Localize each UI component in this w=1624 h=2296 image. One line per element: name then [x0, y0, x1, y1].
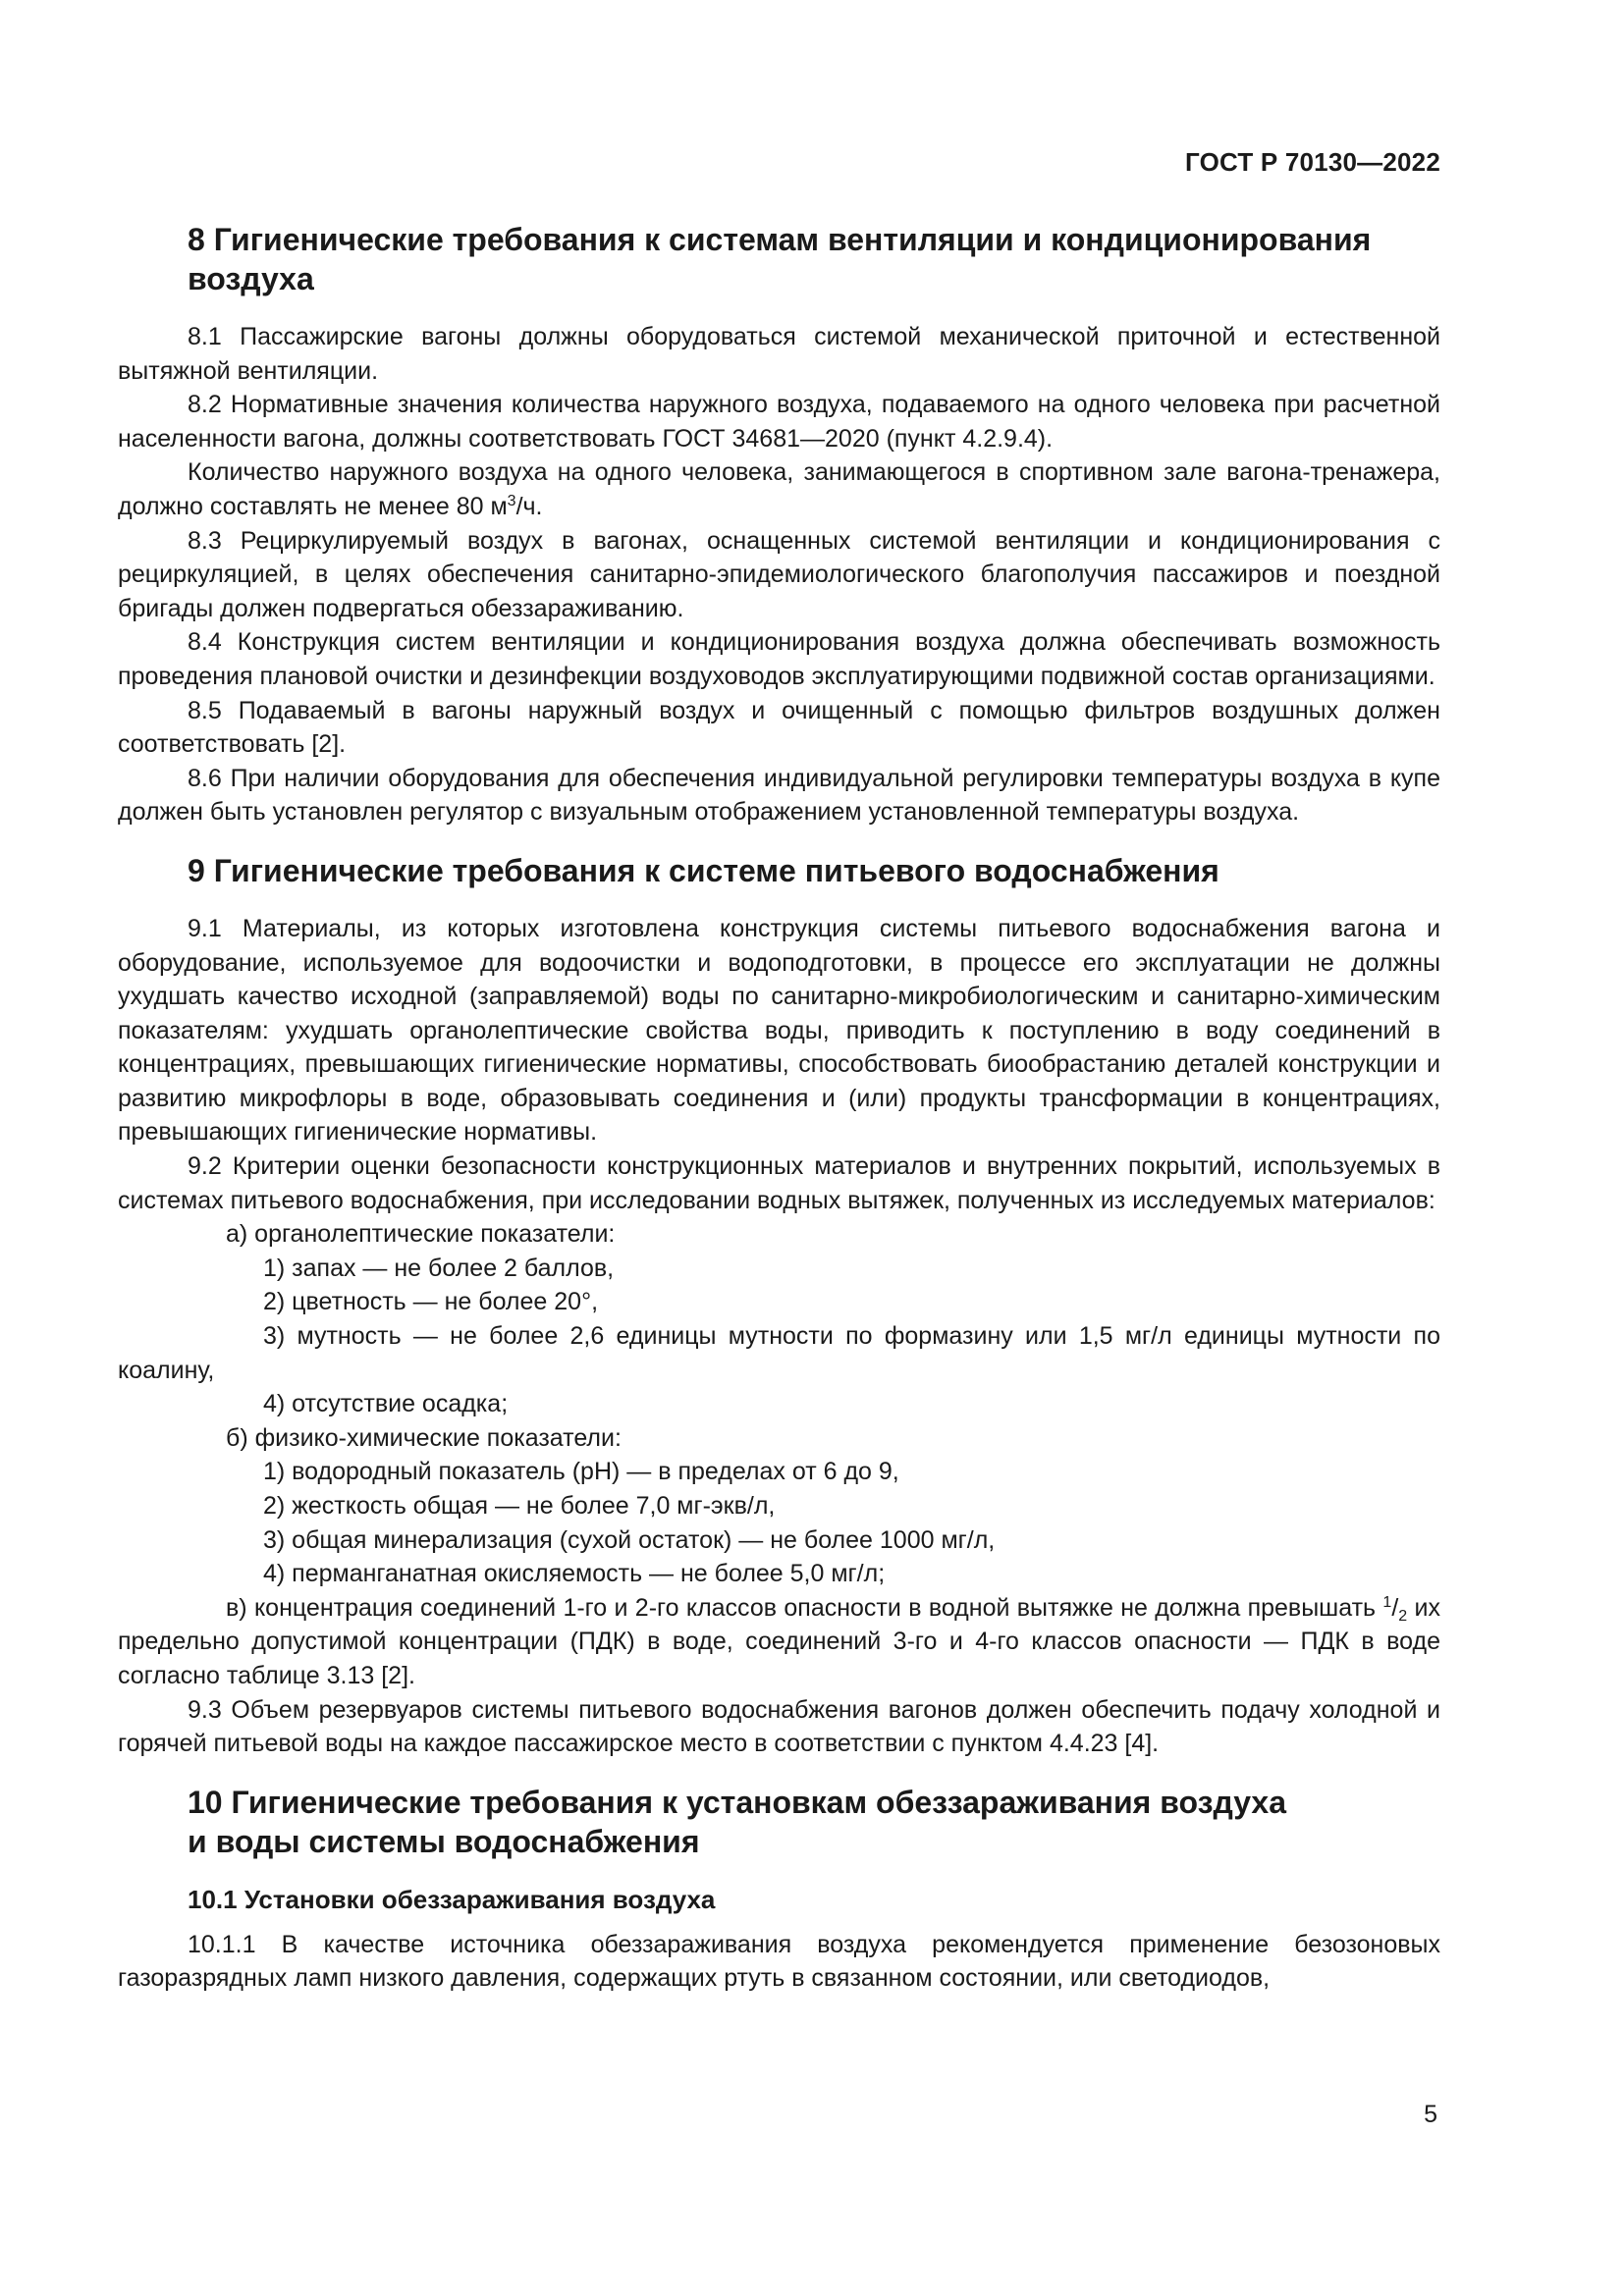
list-item-a3: 3) мутность — не более 2,6 единицы мутности по формазину или 1,5 мг/л единицы мутности по коалину, — [118, 1322, 1440, 1384]
section-8-title — [118, 220, 1440, 298]
page-number: 5 — [1424, 2101, 1437, 2128]
list-item-b1: 1) водородный показатель (pH) — в пределах от 6 до 9, — [263, 1458, 899, 1486]
fraction-numerator: 1 — [1382, 1593, 1392, 1611]
list-item-a1: 1) запах — не более 2 баллов, — [263, 1254, 615, 1282]
paragraph-8-1: 8.1 Пассажирские вагоны должны оборудоваться системой механической приточной и естественной вытяжной вентиляции. — [118, 323, 1440, 385]
paragraph-9-3: 9.3 Объем резервуаров системы питьевого водоснабжения вагонов должен обеспечить подачу холодной и горячей питьевой воды на каждое пассажирское место в соответствии с пунктом 4.4.23 [4]. — [118, 1695, 1440, 1758]
paragraph-9-2: 9.2 Критерии оценки безопасности конструкционных материалов и внутренних покрытий, используемых в системах питьевого водоснабжения, при исследовании водных вытяжек, полученных из исследуемых материалов: — [118, 1152, 1440, 1214]
section-10-title-line1: 10 Гигиенические требования к установкам обеззараживания воздуха — [188, 1784, 1286, 1820]
list-item-b: б) физико-химические показатели: — [226, 1423, 622, 1452]
paragraph-8-2: 8.2 Нормативные значения количества наружного воздуха, подаваемого на одного человека при расчетной населенности вагона, должны соответствовать ГОСТ 34681—2020 (пункт 4.2.9.4). — [118, 391, 1440, 453]
subsection-10-1-title: 10.1 Установки обеззараживания воздуха — [188, 1884, 716, 1914]
paragraph-8-3: 8.3 Рециркулируемый воздух в вагонах, оснащенных системой вентиляции и кондиционирования с рециркуляцией, в целях обеспечения санитарно-эпидемиологического благополучия пассажиров и поездной бригады должен подвергаться обеззараживанию. — [118, 526, 1440, 622]
text-part: их предельно допустимой концентрации (ПДК) в воде, соединений 3-го и 4-го классов опасности — ПДК в воде согласно таблице 3.13 [2]. — [118, 1593, 1440, 1689]
list-item-v — [118, 1591, 1440, 1693]
paragraph-8-4: 8.4 Конструкция систем вентиляции и кондиционирования воздуха должна обеспечивать возможность проведения плановой очистки и дезинфекции воздуховодов эксплуатирующими подвижной состав организациями. — [118, 628, 1440, 690]
document-code: ГОСТ Р 70130—2022 — [1185, 147, 1440, 177]
paragraph-9-1: 9.1 Материалы, из которых изготовлена конструкция системы питьевого водоснабжения вагона и оборудование, используемое для водоочистки и водоподготовки, в процессе его эксплуатации не должны ухудшать качество исходной (заправляемой) воды по санитарно-микробиологическим и санитарно-химическим показателям: ухудшать органолептические свойства воды, приводить к поступлению в воду соединений в концентрациях, превышающих гигиенические нормативы, способствовать биообрастанию деталей конструкции и развитию микрофлоры в воде, образовывать соединения и (или) продукты трансформации в концентрациях, превышающих гигиенические нормативы. — [118, 914, 1440, 1147]
list-item-b2: 2) жесткость общая — не более 7,0 мг-экв/л, — [263, 1492, 776, 1520]
page-content — [118, 220, 1440, 1996]
fraction-denominator: 2 — [1398, 1607, 1408, 1625]
section-8-title-line2: воздуха — [188, 261, 314, 296]
paragraph-8-2-air — [118, 455, 1440, 523]
section-8-title-line1: 8 Гигиенические требования к системам вентиляции и кондиционирования — [188, 222, 1372, 257]
paragraph-8-6: 8.6 При наличии оборудования для обеспечения индивидуальной регулировки температуры воздуха в купе должен быть установлен регулятор с визуальным отображением установленной температуры воздуха. — [118, 764, 1440, 827]
text-part: Количество наружного воздуха на одного человека, занимающегося в спортивном зале вагона-тренажера, должно составлять не менее 80 м — [118, 458, 1440, 520]
text-part: в) концентрация соединений 1-го и 2-го классов опасности в водной вытяжке не должна превышать — [226, 1593, 1383, 1622]
section-10-title-line2: и воды системы водоснабжения — [188, 1823, 700, 1859]
fraction-slash: / — [1391, 1593, 1399, 1622]
list-item-a4: 4) отсутствие осадка; — [263, 1390, 509, 1418]
list-item-a: а) органолептические показатели: — [226, 1220, 616, 1249]
text-part: /ч. — [515, 492, 543, 520]
paragraph-8-5: 8.5 Подаваемый в вагоны наружный воздух и очищенный с помощью фильтров воздушных должен соответствовать [2]. — [118, 696, 1440, 759]
paragraph-10-1-1: 10.1.1 В качестве источника обеззараживания воздуха рекомендуется применение безозоновых газоразрядных ламп низкого давления, содержащих ртуть в связанном состоянии, или светодиодов, — [118, 1930, 1440, 1993]
list-item-b4: 4) перманганатная окисляемость — не более 5,0 мг/л; — [263, 1560, 886, 1588]
superscript: 3 — [507, 492, 516, 509]
list-item-b3: 3) общая минерализация (сухой остаток) — не более 1000 мг/л, — [263, 1525, 996, 1554]
section-9-title: 9 Гигиенические требования к системе питьевого водоснабжения — [188, 852, 1219, 888]
list-item-a2: 2) цветность — не более 20°, — [263, 1288, 599, 1316]
section-10-title — [118, 1783, 1440, 1861]
